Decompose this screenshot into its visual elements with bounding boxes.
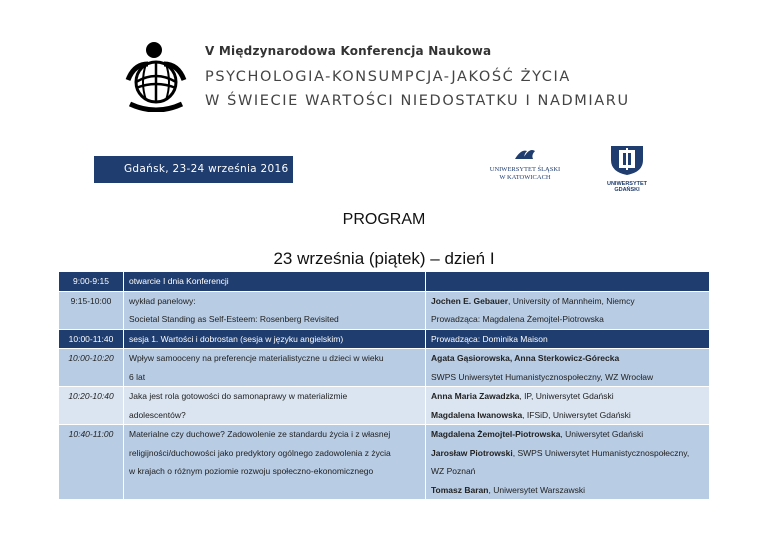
title-line: w krajach o różnym poziomie rozwoju społeczno-ekonomicznego [129,466,374,476]
title-line: adolescentów? [129,409,186,420]
title-line: religijności/duchowości jako predyktory ogólnego zadowolenia z życia [129,447,391,458]
person-affiliation: Prowadząca: Dominika Maison [431,333,548,344]
title-line: wykład panelowy: [129,295,196,306]
conference-logo [124,40,188,112]
row-title [124,292,426,329]
uniwersytet-slaski-logo [482,147,568,187]
row-time: 10:00-11:40 [59,330,124,349]
conference-subtitle-line1: PSYCHOLOGIA-KONSUMPCJA-JAKOŚĆ ŻYCIA [205,69,571,85]
conference-subtitle-line2: W ŚWIECIE WARTOŚCI NIEDOSTATKU I NADMIARU [205,93,630,109]
person-line [431,349,704,368]
row-time: 10:40-11:00 [59,425,124,499]
table-row [59,386,709,424]
person-affiliation: SWPS Uniwersytet Humanistycznospołeczny, WZ Wrocław [431,371,654,382]
person-name: Agata Gąsiorowska, Anna Sterkowicz-Górecka [431,353,620,363]
row-title [124,349,426,386]
person-name: Jochen E. Gebauer [431,295,508,306]
row-people [426,349,709,386]
row-time: 10:00-10:20 [59,349,124,386]
conference-title: V Międzynarodowa Konferencja Naukowa [205,44,492,58]
person-affiliation: WZ Poznań [431,466,476,476]
person-name: Jarosław Piotrowski [431,447,513,458]
row-people [426,272,709,291]
person-affiliation: , SWPS Uniwersytet Humanistycznospołeczny, [512,447,690,458]
ug-name: UNIWERSYTET GDAŃSKI [606,181,648,193]
date-location: Gdańsk, 23-24 września 2016 r. [124,163,300,175]
title-line: Materialne czy duchowe? Zadowolenie ze standardu życia i z własnej [129,429,391,439]
person-name: Anna Maria Zawadzka [431,391,520,401]
row-time: 9:15-10:00 [59,292,124,329]
person-line [431,406,704,425]
title-line: sesja 1. Wartości i dobrostan (sesja w języku angielskim) [129,333,344,344]
row-title [124,272,426,291]
uniwersytet-gdanski-logo [596,144,658,193]
row-people [426,425,709,499]
table-row [59,272,709,291]
person-affiliation: , University of Mannheim, Niemcy [508,295,635,306]
row-people [426,387,709,424]
row-people [426,292,709,329]
person-line [431,481,704,500]
person-affiliation: , IFSiD, Uniwersytet Gdański [522,409,631,420]
row-title [124,387,426,424]
person-affiliation: , Uniwersytet Warszawski [488,484,585,495]
title-line: otwarcie I dnia Konferencji [129,276,229,286]
person-name: Magdalena Żemojtel-Piotrowska [431,429,561,439]
table-row [59,291,709,329]
program-heading: PROGRAM [342,211,426,228]
person-line [431,444,704,463]
person-line [431,310,704,329]
person-affiliation: , IP, Uniwersytet Gdański [519,391,614,401]
person-line [431,462,704,481]
person-name: Tomasz Baran [431,484,489,495]
table-row [59,348,709,386]
title-line: 6 lat [129,371,146,382]
program-table [59,272,709,499]
title-line: Jaka jest rola gotowości do samonaprawy w materializmie [129,391,348,401]
title-line: Societal Standing as Self-Esteem: Rosenberg Revisited [129,314,339,324]
row-time: 10:20-10:40 [59,387,124,424]
table-row [59,424,709,499]
person-line [431,387,704,406]
table-row [59,329,709,349]
us-name-line1: UNIWERSYTET ŚLĄSKI [489,166,561,173]
row-time: 9:00-9:15 [59,272,124,291]
ug-shield-icon [607,144,647,176]
person-line [431,292,704,311]
row-people [426,330,709,349]
person-affiliation: Prowadząca: Magdalena Żemojtel-Piotrowska [431,314,604,324]
title-line: Wpływ samooceny na preferencje materialistyczne u dzieci w wieku [129,353,384,363]
person-name: Magdalena Iwanowska [431,409,523,420]
person-line [431,368,704,387]
us-name-line2: W KATOWICACH [499,174,551,181]
person-affiliation: , Uniwersytet Gdański [560,429,644,439]
row-title [124,330,426,349]
us-emblem-icon [513,147,537,161]
person-line [431,330,704,349]
day-heading: 23 września (piątek) – dzień I [273,249,495,268]
row-title [124,425,426,499]
person-line [431,425,704,444]
